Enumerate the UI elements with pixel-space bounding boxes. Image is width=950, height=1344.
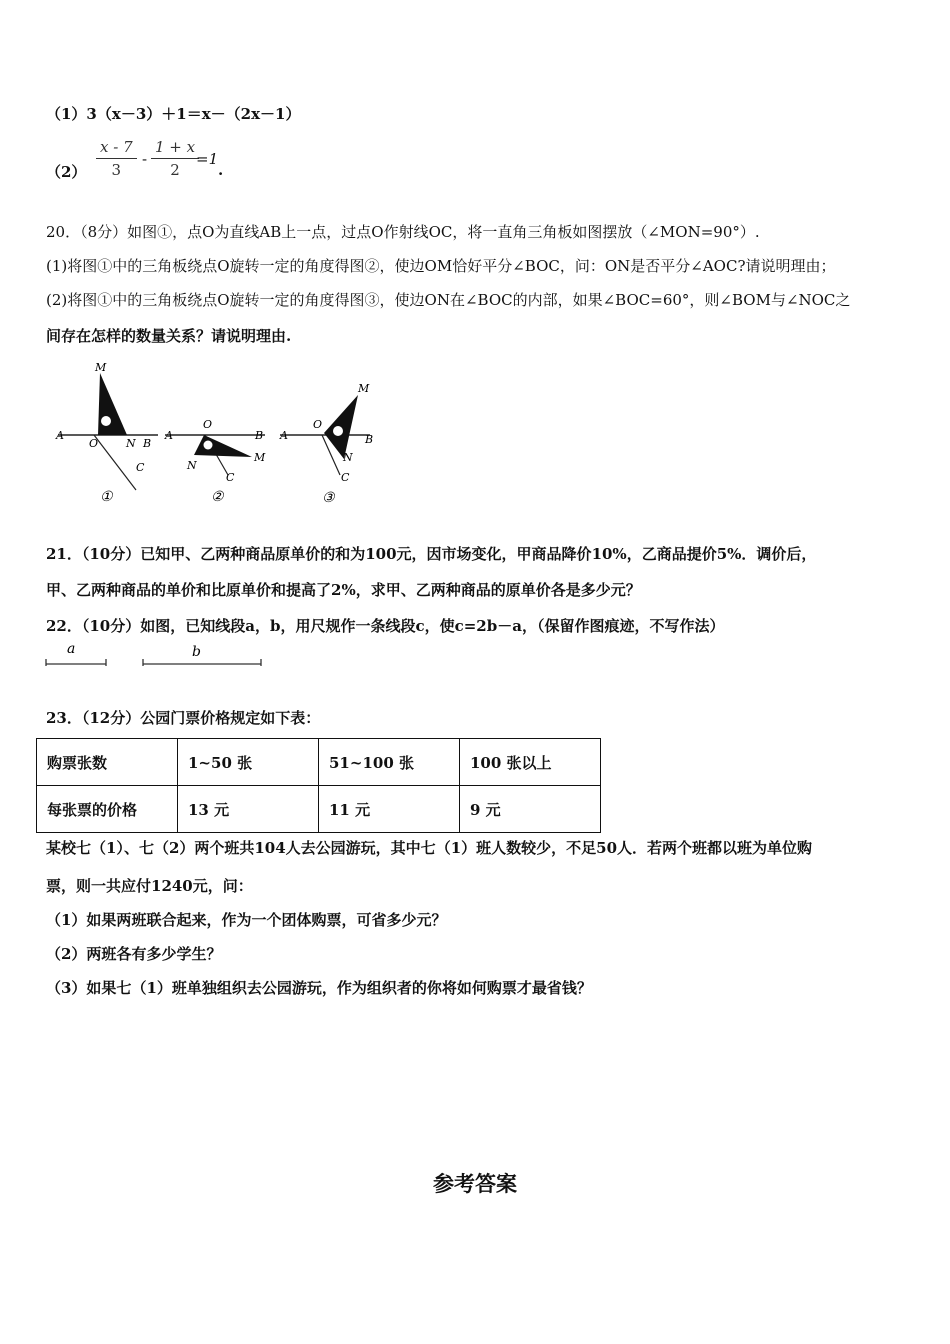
q21-line2: 甲、乙两种商品的单价和比原单价和提高了2%，求甲、乙两种商品的原单价各是多少元？ xyxy=(46,581,641,599)
table-cell: 11 元 xyxy=(319,786,460,833)
table-cell: 9 元 xyxy=(460,786,601,833)
table-cell: 51~100 张 xyxy=(319,739,460,786)
segment-a-label: a xyxy=(67,641,76,657)
q19-fraction-1 xyxy=(96,138,137,179)
fig2-label-O: O xyxy=(203,418,213,431)
fig1-label-M: M xyxy=(95,361,107,374)
q23-sub1: （1）如果两班联合起来，作为一个团体购票，可省多少元？ xyxy=(46,911,447,929)
q20-stem: 20．（8分）如图①，点O为直线AB上一点，过点O作射线OC，将一直角三角板如图摆放（∠MON=90°）. xyxy=(46,223,760,241)
q22-line1: 22．（10分）如图，已知线段a，b，用尺规作一条线段c，使c=2b－a，（保留作图痕迹，不写作法） xyxy=(46,617,725,635)
table-cell: 100 张以上 xyxy=(460,739,601,786)
q23-sub2: （2）两班各有多少学生？ xyxy=(46,945,222,963)
fig2-label-N: N xyxy=(187,459,197,472)
figure-2 xyxy=(164,418,266,505)
frac2-denominator: 2 xyxy=(170,161,180,179)
q20-part1: (1)将图①中的三角板绕点O旋转一定的角度得图②，使边OM恰好平分∠BOC，问：ON是否平分∠AOC?请说明理由； xyxy=(46,257,836,275)
q23-line1: 某校七（1）、七（2）两个班共104人去公园游玩，其中七（1）班人数较少，不足50人．若两个班都以班为单位购 xyxy=(46,839,813,857)
fig1-caption: ① xyxy=(100,489,113,505)
figure-1 xyxy=(55,361,158,505)
q23-sub3: （3）如果七（1）班单独组织去公园游玩，作为组织者的你将如何购票才最省钱？ xyxy=(46,979,592,997)
fig3-label-B: B xyxy=(365,433,374,446)
fig2-label-B: B xyxy=(255,429,264,442)
fig3-label-O: O xyxy=(313,418,323,431)
fig3-label-C: C xyxy=(341,471,350,484)
fig1-label-O: O xyxy=(89,437,99,450)
frac1-denominator: 3 xyxy=(111,161,122,179)
q23-stem: 23．（12分）公园门票价格规定如下表： xyxy=(46,709,321,727)
fig2-label-A: A xyxy=(165,429,173,442)
fig1-label-C: C xyxy=(136,461,145,474)
answer-section-title: 参考答案 xyxy=(433,1171,517,1196)
fig3-label-M: M xyxy=(358,382,370,395)
segment-a xyxy=(46,641,106,666)
fig1-label-A: A xyxy=(56,429,64,442)
q20-figures xyxy=(40,355,390,515)
q19-period: . xyxy=(218,161,224,179)
table-cell: 13 元 xyxy=(178,786,319,833)
q19-fraction-2 xyxy=(151,138,199,179)
fig1-label-N: N xyxy=(126,437,136,450)
q20-part2-line2: 间存在怎样的数量关系？请说明理由. xyxy=(46,327,292,345)
q19-part2-label: （2） xyxy=(46,163,87,181)
table-cell: 购票张数 xyxy=(37,739,178,786)
segment-b-label: b xyxy=(192,644,201,660)
figure-3 xyxy=(279,382,373,506)
frac2-numerator: 1 + x xyxy=(155,138,196,156)
ticket-price-table xyxy=(36,738,601,833)
fig3-label-A: A xyxy=(280,429,288,442)
q20-part2-line1: (2)将图①中的三角板绕点O旋转一定的角度得图③，使边ON在∠BOC的内部，如果∠BOC=60°，则∠BOM与∠NOC之 xyxy=(46,291,851,309)
fig2-caption: ② xyxy=(211,489,224,505)
q19-part1: （1）3（x－3）＋1＝x－（2x－1） xyxy=(46,105,301,123)
table-cell: 每张票的价格 xyxy=(37,786,178,833)
q19-minus: - xyxy=(142,150,148,168)
fig3-caption: ③ xyxy=(322,490,335,506)
q21-line1: 21．（10分）已知甲、乙两种商品原单价的和为100元，因市场变化，甲商品降价10%，乙商品提价5%．调价后， xyxy=(46,545,817,563)
segment-b xyxy=(143,644,261,666)
table-row xyxy=(37,786,601,833)
fig1-label-B: B xyxy=(143,437,152,450)
fig2-label-C: C xyxy=(226,471,235,484)
q22-segments xyxy=(40,636,280,676)
frac1-numerator: x - 7 xyxy=(100,138,133,156)
table-cell: 1~50 张 xyxy=(178,739,319,786)
fig2-label-M: M xyxy=(254,451,266,464)
table-row xyxy=(37,739,601,786)
q23-line2: 票，则一共应付1240元，问： xyxy=(46,877,253,895)
fig3-label-N: N xyxy=(343,451,353,464)
q19-equals-one: =1 xyxy=(196,150,219,168)
